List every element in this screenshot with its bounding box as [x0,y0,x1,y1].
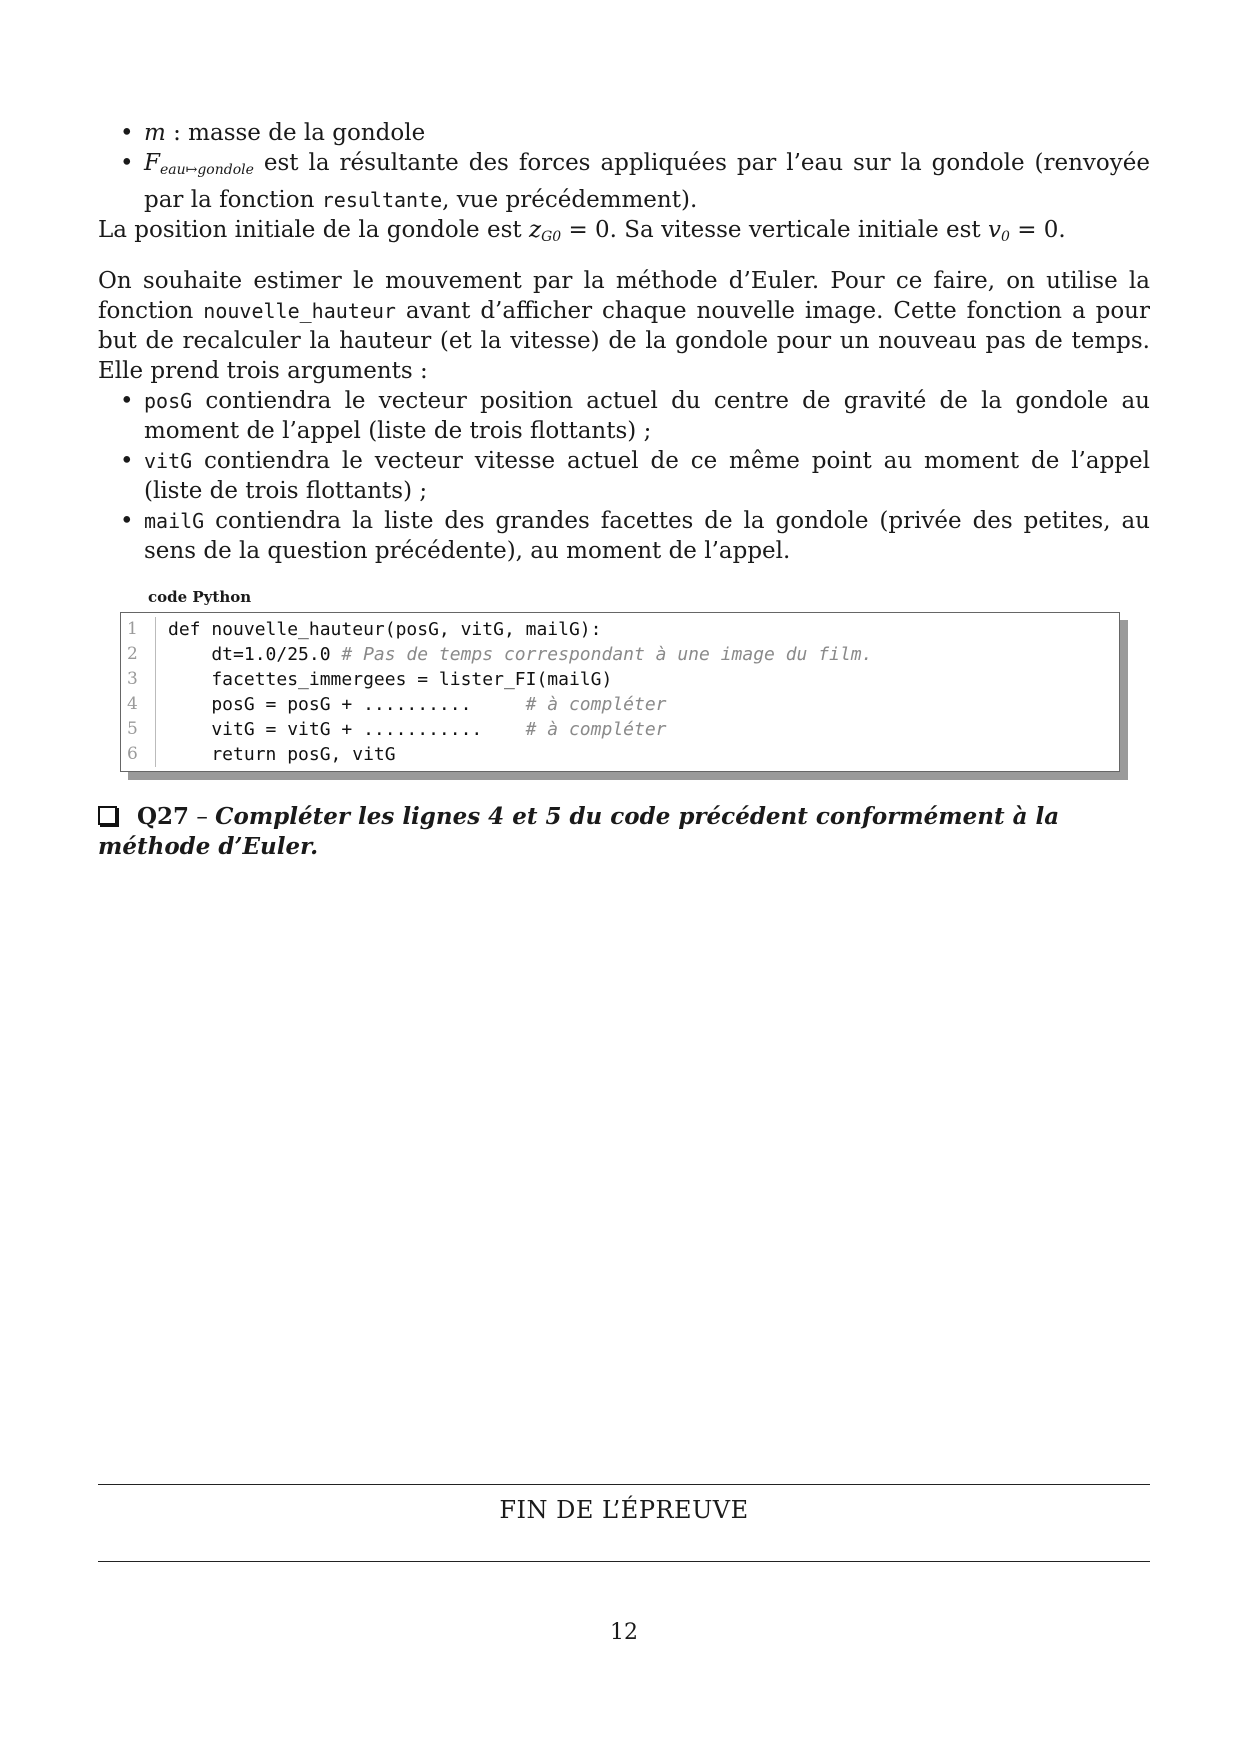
code-line: 3 facettes_immergees = lister_FI(mailG) [121,667,1119,692]
list-item: • m : masse de la gondole [120,120,426,146]
code-line: 4 posG = posG + .......... # à compléter [121,692,1119,717]
question-q27: Q27 – Compléter les lignes 4 et 5 du code précédent conformément à la méthode d’Euler. [98,803,1060,860]
list-item: • vitG contiendra le vecteur vitesse actuel de ce même point au moment de l’appel (liste de trois flottants) ; [120,448,1150,504]
page-number: 12 [610,1620,638,1645]
code-line: 5 vitG = vitG + ........... # à compléter [121,717,1119,742]
list-item: • $F_{eau↦gondole}$ est la résultante des forces appliquées par l’eau sur la gondole (renvoyée par la fonction resultante, vue précédemment). [120,150,1150,213]
code-line: 1 def nouvelle_hauteur(posG, vitG, mailG): [121,617,1119,642]
code-line: 6 return posG, vitG [121,742,1119,767]
divider [98,1561,1150,1562]
code-line: 2 dt=1.0/25.0 # Pas de temps correspondant à une image du film. [121,642,1119,667]
inline-code: nouvelle_hauteur [203,299,396,323]
list-item: • mailG contiendra la liste des grandes facettes de la gondole (privée des petites, au sens de la question précédente), au moment de l’appel. [120,508,1150,564]
bullet-list-arguments [98,386,1150,566]
checkbox-icon [98,806,117,825]
bullet-list-forces [98,118,1150,215]
list-item: • posG contiendra le vecteur position actuel du centre de gravité de la gondole au moment de l’appel (liste de trois flottants) ; [120,388,1150,444]
end-of-exam: FIN DE L’ÉPREUVE [499,1496,749,1524]
divider [98,1484,1150,1485]
initial-conditions-paragraph: La position initiale de la gondole est $z_{G0} = 0$. Sa vitesse verticale initiale est $v_0 = 0$. [98,217,1066,245]
document-body [98,118,1150,862]
euler-paragraph: On souhaite estimer le mouvement par la méthode d’Euler. Pour ce faire, on utilise la fonction nouvelle_hauteur avant d’afficher chaque nouvelle image. Cette fonction a pour but de recalculer la hauteur (et la vitesse) de la gondole pour un nouveau pas de temps. Elle prend trois arguments : [98,268,1150,384]
code-caption: code Python [148,588,252,606]
code-listing [120,612,1120,772]
inline-code: resultante [321,188,443,212]
